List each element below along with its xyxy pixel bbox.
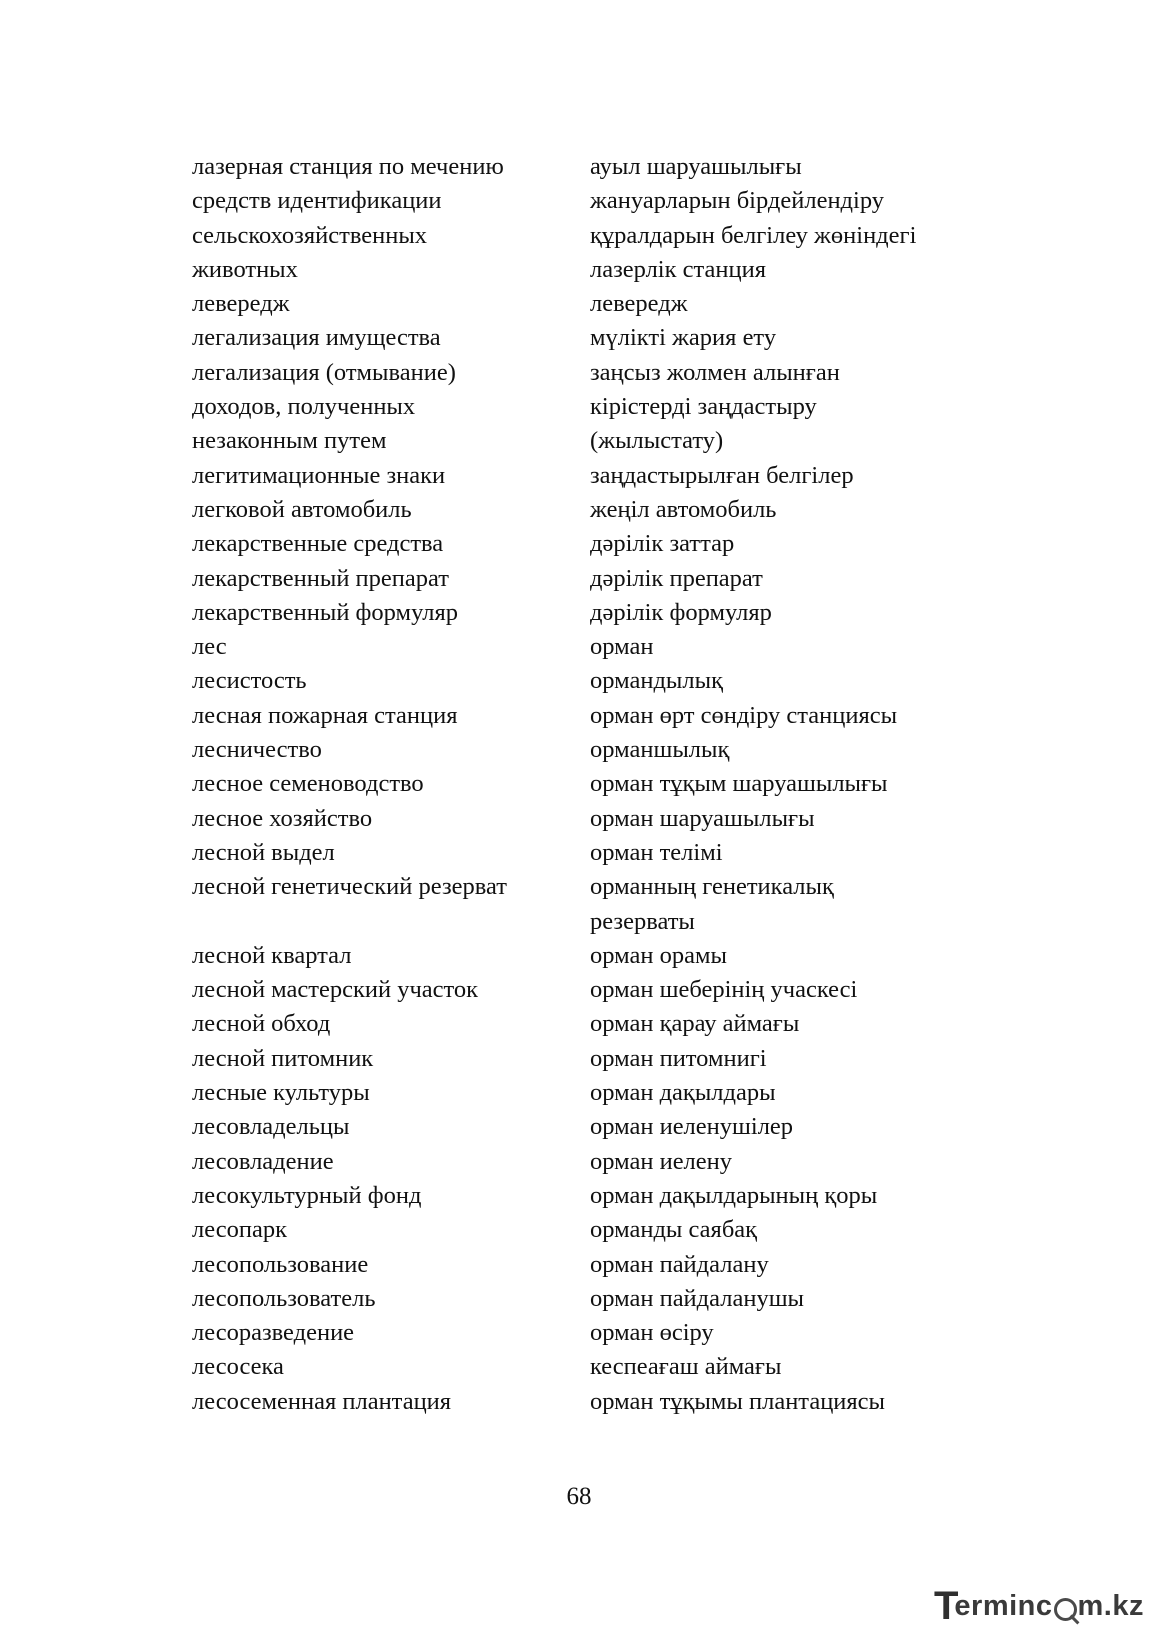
glossary-row xyxy=(192,527,992,561)
term-kazakh: заңдастырылған белгілер xyxy=(590,461,854,489)
term-kazakh: құралдарын белгілеу жөніндегі xyxy=(590,221,917,249)
term-russian: лесной мастерский участок xyxy=(192,976,479,1004)
glossary-row xyxy=(192,630,992,664)
glossary-row xyxy=(192,287,992,321)
term-kazakh: орманды саябақ xyxy=(590,1216,758,1244)
glossary-row xyxy=(192,939,992,973)
glossary-row xyxy=(192,836,992,870)
term-russian: лес xyxy=(192,633,227,661)
term-russian: лекарственные средства xyxy=(192,530,444,558)
term-russian: лесовладельцы xyxy=(192,1113,350,1141)
term-kazakh: заңсыз жолмен алынған xyxy=(590,358,840,386)
term-russian: лесной квартал xyxy=(192,941,352,969)
term-kazakh: ауыл шаруашылығы xyxy=(590,153,802,180)
watermark-text-end: m.kz xyxy=(1077,1589,1144,1622)
glossary-row xyxy=(192,1213,992,1247)
watermark-text-start: erminc xyxy=(954,1589,1053,1622)
glossary-row xyxy=(192,733,992,767)
term-kazakh: орман питомнигі xyxy=(590,1044,767,1072)
glossary-row xyxy=(192,390,992,424)
term-russian: легализация имущества xyxy=(192,324,441,352)
term-kazakh: дәрілік заттар xyxy=(590,530,735,558)
term-russian: лесное семеноводство xyxy=(192,770,424,798)
glossary-row xyxy=(192,184,992,218)
term-russian: лесной обход xyxy=(192,1010,331,1038)
term-russian: лесной выдел xyxy=(192,838,335,866)
term-kazakh: орман шаруашылығы xyxy=(590,804,815,832)
term-kazakh: резерваты xyxy=(590,907,695,935)
term-russian: лесные культуры xyxy=(192,1079,370,1107)
term-russian: лазерная станция по мечению xyxy=(192,153,504,180)
term-kazakh: орманның генетикалық xyxy=(590,873,834,901)
term-russian: лекарственный препарат xyxy=(192,564,449,592)
term-kazakh: ормандылық xyxy=(590,667,723,695)
glossary-row xyxy=(192,1385,992,1419)
term-russian: лесное хозяйство xyxy=(192,804,373,832)
term-russian: лесовладение xyxy=(192,1147,334,1175)
glossary-row xyxy=(192,321,992,355)
term-russian: лесопользование xyxy=(192,1250,369,1278)
glossary-row xyxy=(192,356,992,390)
term-kazakh: орман шеберінің учаскесі xyxy=(590,976,858,1004)
term-russian: левередж xyxy=(192,290,290,318)
term-russian: лесокультурный фонд xyxy=(192,1181,422,1209)
glossary-row xyxy=(192,1179,992,1213)
glossary-row xyxy=(192,1282,992,1316)
glossary-row xyxy=(192,664,992,698)
term-kazakh: орман өрт сөндіру станциясы xyxy=(590,701,898,729)
term-russian: лесной питомник xyxy=(192,1044,374,1072)
term-kazakh: орман өсіру xyxy=(590,1319,714,1347)
term-russian: животных xyxy=(192,255,298,283)
term-kazakh: дәрілік препарат xyxy=(590,564,763,592)
term-kazakh: жануарларын бірдейлендіру xyxy=(590,187,884,215)
term-russian: лесистость xyxy=(192,667,307,695)
term-russian: лесосека xyxy=(192,1353,284,1381)
glossary-entries xyxy=(192,150,992,1419)
term-kazakh: орман пайдалану xyxy=(590,1250,769,1278)
term-kazakh: орман тұқым шаруашылығы xyxy=(590,770,888,798)
term-kazakh: орманшылық xyxy=(590,736,730,764)
term-kazakh: орман тұқымы плантациясы xyxy=(590,1387,886,1415)
term-kazakh: (жылыстату) xyxy=(590,427,724,455)
term-russian: легализация (отмывание) xyxy=(192,358,456,386)
term-kazakh: орман телімі xyxy=(590,838,723,866)
term-kazakh: орман иелену xyxy=(590,1147,733,1175)
term-kazakh: мүлікті жария ету xyxy=(590,324,777,352)
glossary-row xyxy=(192,1042,992,1076)
term-kazakh: лазерлік станция xyxy=(590,255,766,283)
glossary-row xyxy=(192,905,992,939)
glossary-row xyxy=(192,1316,992,1350)
term-kazakh: орман иеленушілер xyxy=(590,1113,794,1141)
term-kazakh: орман дақылдарының қоры xyxy=(590,1181,878,1209)
term-kazakh: дәрілік формуляр xyxy=(590,598,772,626)
glossary-row xyxy=(192,1350,992,1384)
term-russian: легковой автомобиль xyxy=(192,495,412,523)
term-kazakh: кірістерді заңдастыру xyxy=(590,393,817,421)
term-russian: лесная пожарная станция xyxy=(192,701,458,729)
term-kazakh: кеспеағаш аймағы xyxy=(590,1353,782,1381)
term-kazakh: орман дақылдары xyxy=(590,1079,776,1107)
term-russian: лесной генетический резерват xyxy=(192,873,507,901)
glossary-row xyxy=(192,699,992,733)
term-russian: лесопользователь xyxy=(192,1284,376,1312)
term-kazakh: орман қарау аймағы xyxy=(590,1010,800,1038)
glossary-row xyxy=(192,870,992,904)
term-russian: сельскохозяйственных xyxy=(192,221,428,249)
term-russian: лесосеменная плантация xyxy=(192,1387,452,1415)
glossary-row xyxy=(192,1007,992,1041)
glossary-row xyxy=(192,459,992,493)
glossary-row xyxy=(192,219,992,253)
glossary-row xyxy=(192,767,992,801)
glossary-row xyxy=(192,562,992,596)
term-russian: лесоразведение xyxy=(192,1319,355,1347)
term-russian: лесничество xyxy=(192,736,322,764)
glossary-row xyxy=(192,1076,992,1110)
glossary-row xyxy=(192,596,992,630)
term-russian xyxy=(192,905,590,939)
page-number: 68 xyxy=(566,1483,592,1510)
glossary-row xyxy=(192,1110,992,1144)
term-kazakh: орман орамы xyxy=(590,941,727,969)
glossary-row xyxy=(192,802,992,836)
glossary-row xyxy=(192,1145,992,1179)
term-kazakh: жеңіл автомобиль xyxy=(590,495,777,523)
termincom-watermark xyxy=(934,1581,1144,1631)
glossary-row xyxy=(192,1248,992,1282)
term-russian: доходов, полученных xyxy=(192,393,416,421)
glossary-row xyxy=(192,253,992,287)
glossary-row xyxy=(192,150,992,184)
term-russian: средств идентификации xyxy=(192,187,442,215)
glossary-row xyxy=(192,493,992,527)
glossary-row xyxy=(192,424,992,458)
term-russian: легитимационные знаки xyxy=(192,461,446,489)
magnifier-icon xyxy=(1054,1598,1077,1621)
glossary-row xyxy=(192,973,992,1007)
watermark-letter: T xyxy=(933,1583,959,1628)
term-russian: лекарственный формуляр xyxy=(192,598,458,626)
term-russian: незаконным путем xyxy=(192,427,387,455)
term-kazakh: левередж xyxy=(590,290,688,318)
term-kazakh: орман пайдаланушы xyxy=(590,1284,805,1312)
term-kazakh: орман xyxy=(590,633,654,661)
term-russian: лесопарк xyxy=(192,1216,287,1244)
